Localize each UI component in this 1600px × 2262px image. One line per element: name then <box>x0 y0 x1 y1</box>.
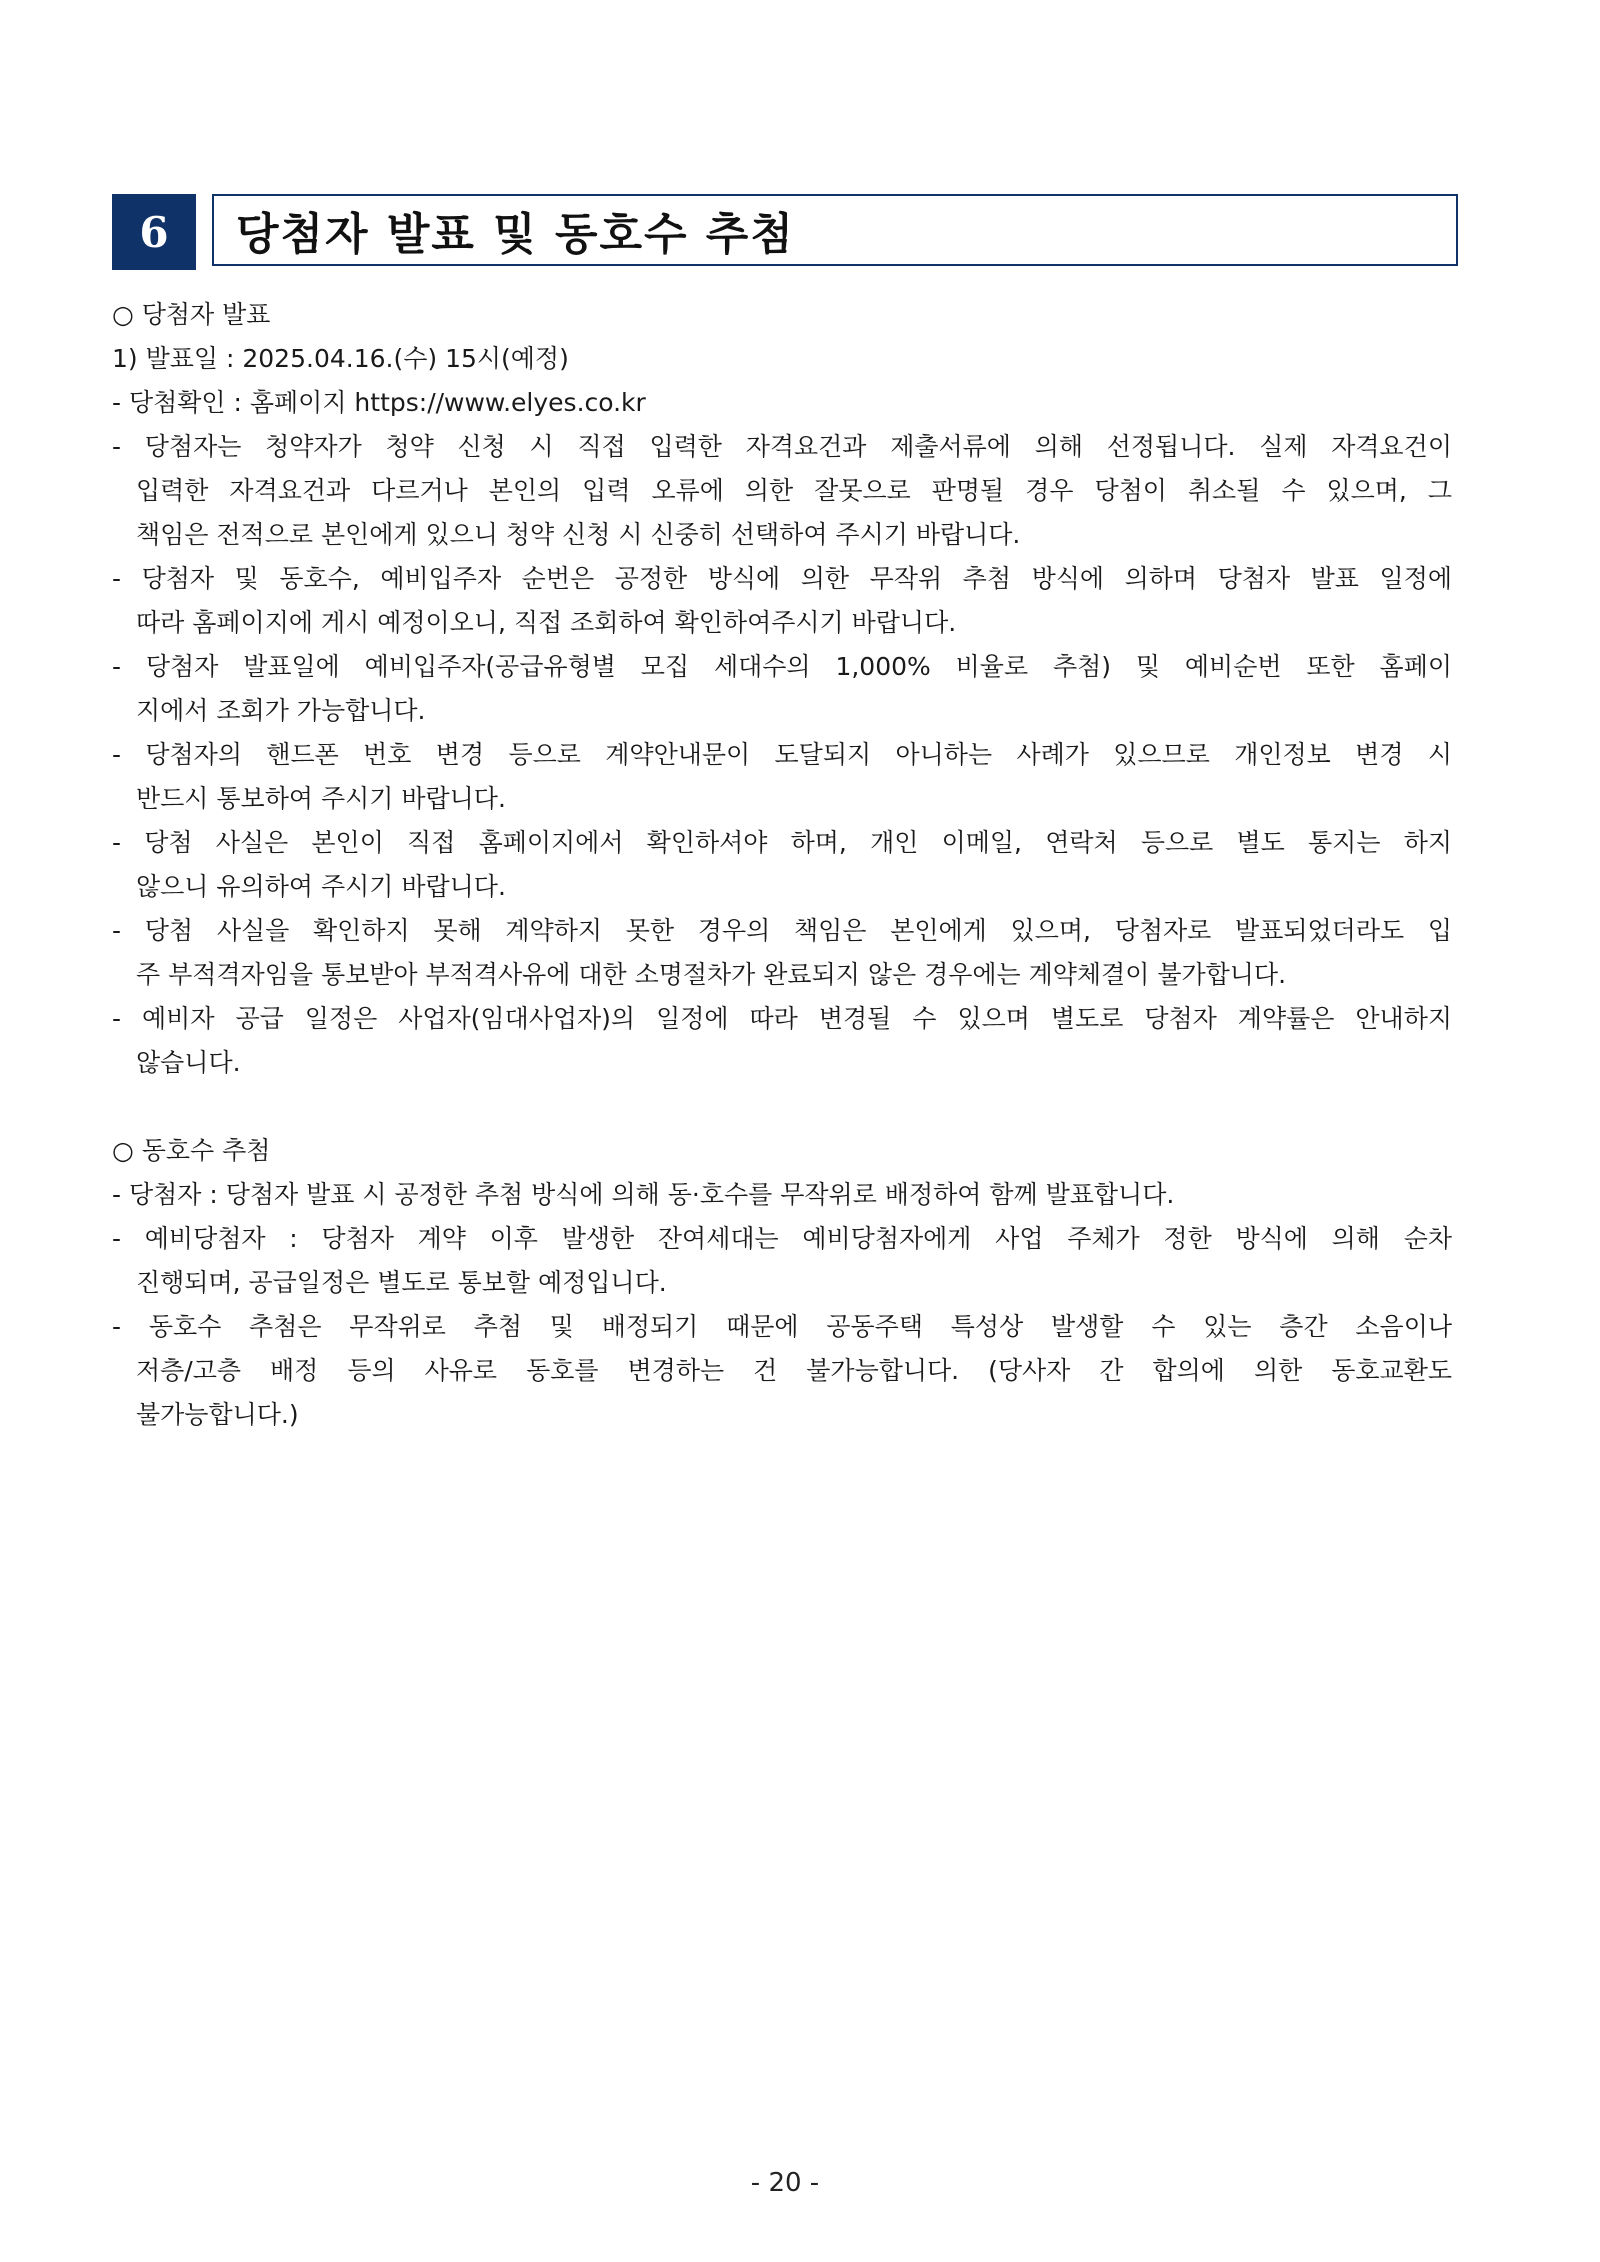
list-item-continuation: 지에서 조회가 가능합니다. <box>136 696 426 725</box>
list-item-continuation: 않으니 유의하여 주시기 바랍니다. <box>136 872 506 901</box>
section-number-badge: 6 <box>112 194 196 270</box>
list-item-continuation: 입력한 자격요건과 다르거나 본인의 입력 오류에 의한 잘못으로 판명될 경우 당첨이 취소될 수 있으며, 그 <box>136 476 1452 505</box>
list-item-continuation: 저층/고층 배정 등의 사유로 동호를 변경하는 건 불가능합니다. (당사자 간 합의에 의한 동호교환도 <box>136 1356 1452 1385</box>
list-item-continuation: 불가능합니다.) <box>136 1400 299 1429</box>
list-item: - 당첨 사실은 본인이 직접 홈페이지에서 확인하셔야 하며, 개인 이메일, 연락처 등으로 별도 통지는 하지 <box>112 828 1452 857</box>
list-item-continuation: 주 부적격자임을 통보받아 부적격사유에 대한 소명절차가 완료되지 않은 경우에는 계약체결이 불가합니다. <box>136 960 1287 989</box>
list-item: - 예비자 공급 일정은 사업자(임대사업자)의 일정에 따라 변경될 수 있으며 별도로 당첨자 계약률은 안내하지 <box>112 1004 1452 1033</box>
list-item: - 당첨자 : 당첨자 발표 시 공정한 추첨 방식에 의해 동·호수를 무작위로 배정하여 함께 발표합니다. <box>112 1180 1175 1209</box>
list-item-continuation: 책임은 전적으로 본인에게 있으니 청약 신청 시 신중히 선택하여 주시기 바랍니다. <box>136 520 1021 549</box>
section-header <box>112 194 1462 270</box>
list-item: - 당첨자 및 동호수, 예비입주자 순번은 공정한 방식에 의한 무작위 추첨 방식에 의하며 당첨자 발표 일정에 <box>112 564 1452 593</box>
list-item-continuation: 않습니다. <box>136 1048 241 1077</box>
list-item-continuation: 진행되며, 공급일정은 별도로 통보할 예정입니다. <box>136 1268 667 1297</box>
list-item: - 당첨자 발표일에 예비입주자(공급유형별 모집 세대수의 1,000% 비율로 추첨) 및 예비순번 또한 홈페이 <box>112 652 1452 681</box>
announce-date: 1) 발표일 : 2025.04.16.(수) 15시(예정) <box>112 344 569 373</box>
list-item: - 당첨자는 청약자가 청약 신청 시 직접 입력한 자격요건과 제출서류에 의해 선정됩니다. 실제 자격요건이 <box>112 432 1452 461</box>
list-item: - 예비당첨자 : 당첨자 계약 이후 발생한 잔여세대는 예비당첨자에게 사업 주체가 정한 방식에 의해 순차 <box>112 1224 1452 1253</box>
spacer <box>112 1085 1452 1129</box>
units-heading: ○ 동호수 추첨 <box>112 1136 271 1165</box>
document-body <box>112 293 1452 1437</box>
winners-heading: ○ 당첨자 발표 <box>112 300 271 329</box>
list-item: - 당첨자의 핸드폰 번호 변경 등으로 계약안내문이 도달되지 아니하는 사례가 있으므로 개인정보 변경 시 <box>112 740 1452 769</box>
list-item-continuation: 반드시 통보하여 주시기 바랍니다. <box>136 784 506 813</box>
list-item-continuation: 따라 홈페이지에 게시 예정이오니, 직접 조회하여 확인하여주시기 바랍니다. <box>136 608 957 637</box>
list-item: - 당첨 사실을 확인하지 못해 계약하지 못한 경우의 책임은 본인에게 있으며, 당첨자로 발표되었더라도 입 <box>112 916 1452 945</box>
section-title: 당첨자 발표 및 동호수 추첨 <box>212 194 1458 266</box>
page-number: - 20 - <box>750 2168 820 2198</box>
list-item: - 동호수 추첨은 무작위로 추첨 및 배정되기 때문에 공동주택 특성상 발생할 수 있는 층간 소음이나 <box>112 1312 1452 1341</box>
list-item: - 당첨확인 : 홈페이지 https://www.elyes.co.kr <box>112 388 646 417</box>
